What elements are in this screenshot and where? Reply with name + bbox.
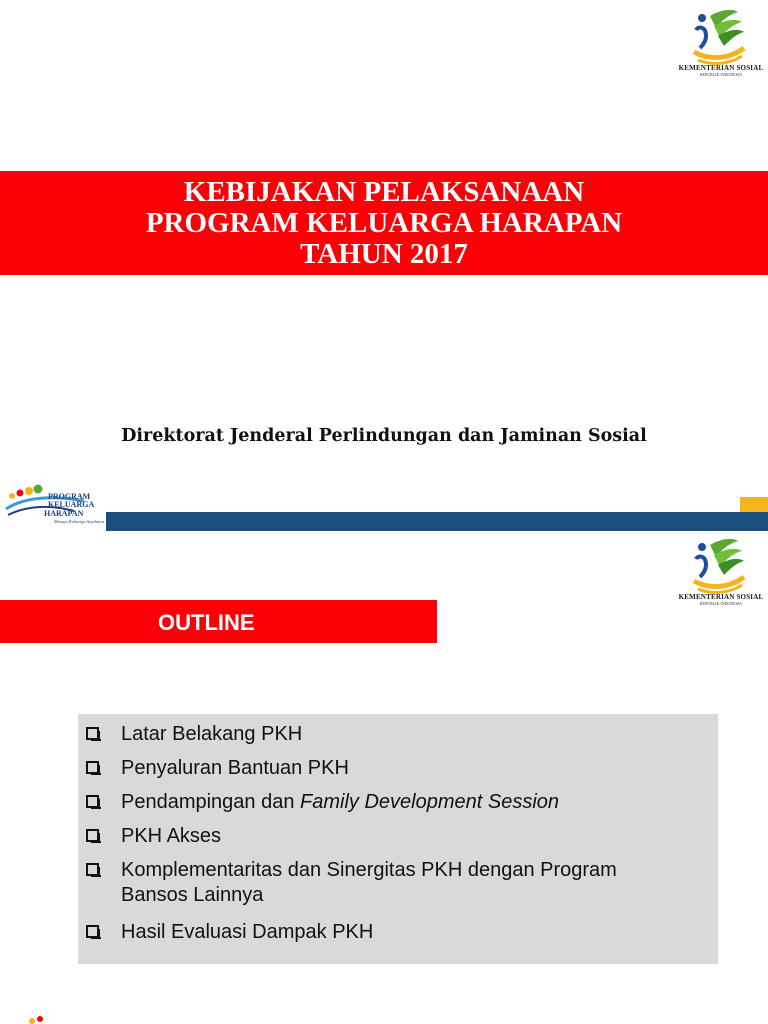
kemsos-logo-icon (676, 535, 766, 597)
list-item (86, 920, 373, 945)
checkbox-bullet-icon (86, 863, 99, 876)
list-item-text: PKH Akses (121, 825, 222, 847)
list-item (86, 722, 302, 747)
pkh-logo-line1: PROGRAM (48, 492, 91, 501)
title-band (0, 171, 768, 275)
kemsos-logo-sub-2: REPUBLIK INDONESIA (699, 601, 743, 606)
gold-accent-block (740, 497, 768, 512)
checkbox-bullet-icon (86, 829, 99, 842)
checkbox-bullet-icon (86, 925, 99, 938)
title-line-1: KEBIJAKAN PELAKSANAAN (183, 175, 585, 208)
list-item-text: Hasil Evaluasi Dampak PKH (121, 921, 374, 943)
subtitle: Direktorat Jenderal Perlindungan dan Jaminan Sosial (121, 426, 647, 446)
list-item-text-regular: Pendampingan dan (121, 791, 301, 813)
kemsos-logo-sub: REPUBLIK INDONESIA (699, 72, 743, 77)
title-line-3: TAHUN 2017 (300, 237, 468, 270)
list-item-text (121, 858, 617, 908)
title-line-2: PROGRAM KELUARGA HARAPAN (145, 206, 623, 239)
checkbox-bullet-icon (86, 761, 99, 774)
kemsos-logo-name: KEMENTERIAN SOSIAL (678, 64, 764, 72)
pkh-logo-tagline: Menuju Keluarga Sejahtera (54, 519, 105, 524)
kementerian-sosial-logo (676, 6, 766, 96)
list-item (86, 756, 349, 781)
checkbox-bullet-icon (86, 795, 99, 808)
kemsos-logo-icon (676, 6, 766, 68)
kemsos-logo-name-2: KEMENTERIAN SOSIAL (678, 593, 764, 601)
list-item-text-italic: Family Development Session (300, 791, 560, 813)
outline-heading-band (0, 600, 437, 643)
decorative-dots-icon (18, 1012, 58, 1024)
pkh-logo-line2: KELUARGA (48, 500, 95, 509)
pkh-logo-line3: HARAPAN (44, 509, 84, 518)
outline-list (78, 714, 718, 964)
list-item-text-line2: Bansos Lainnya (121, 884, 264, 906)
checkbox-bullet-icon (86, 727, 99, 740)
list-item (86, 824, 221, 849)
pkh-logo (4, 483, 104, 531)
outline-heading: OUTLINE (158, 610, 255, 635)
list-item-text (121, 790, 559, 815)
list-item (86, 858, 617, 908)
list-item-text: Latar Belakang PKH (121, 723, 303, 745)
list-item-text-line1: Komplementaritas dan Sinergitas PKH dengan Program (121, 859, 617, 881)
navy-footer-bar (106, 512, 768, 531)
list-item (86, 790, 559, 815)
list-item-text: Penyaluran Bantuan PKH (121, 757, 349, 779)
pkh-logo-text (48, 493, 94, 509)
kementerian-sosial-logo-2 (676, 535, 766, 625)
